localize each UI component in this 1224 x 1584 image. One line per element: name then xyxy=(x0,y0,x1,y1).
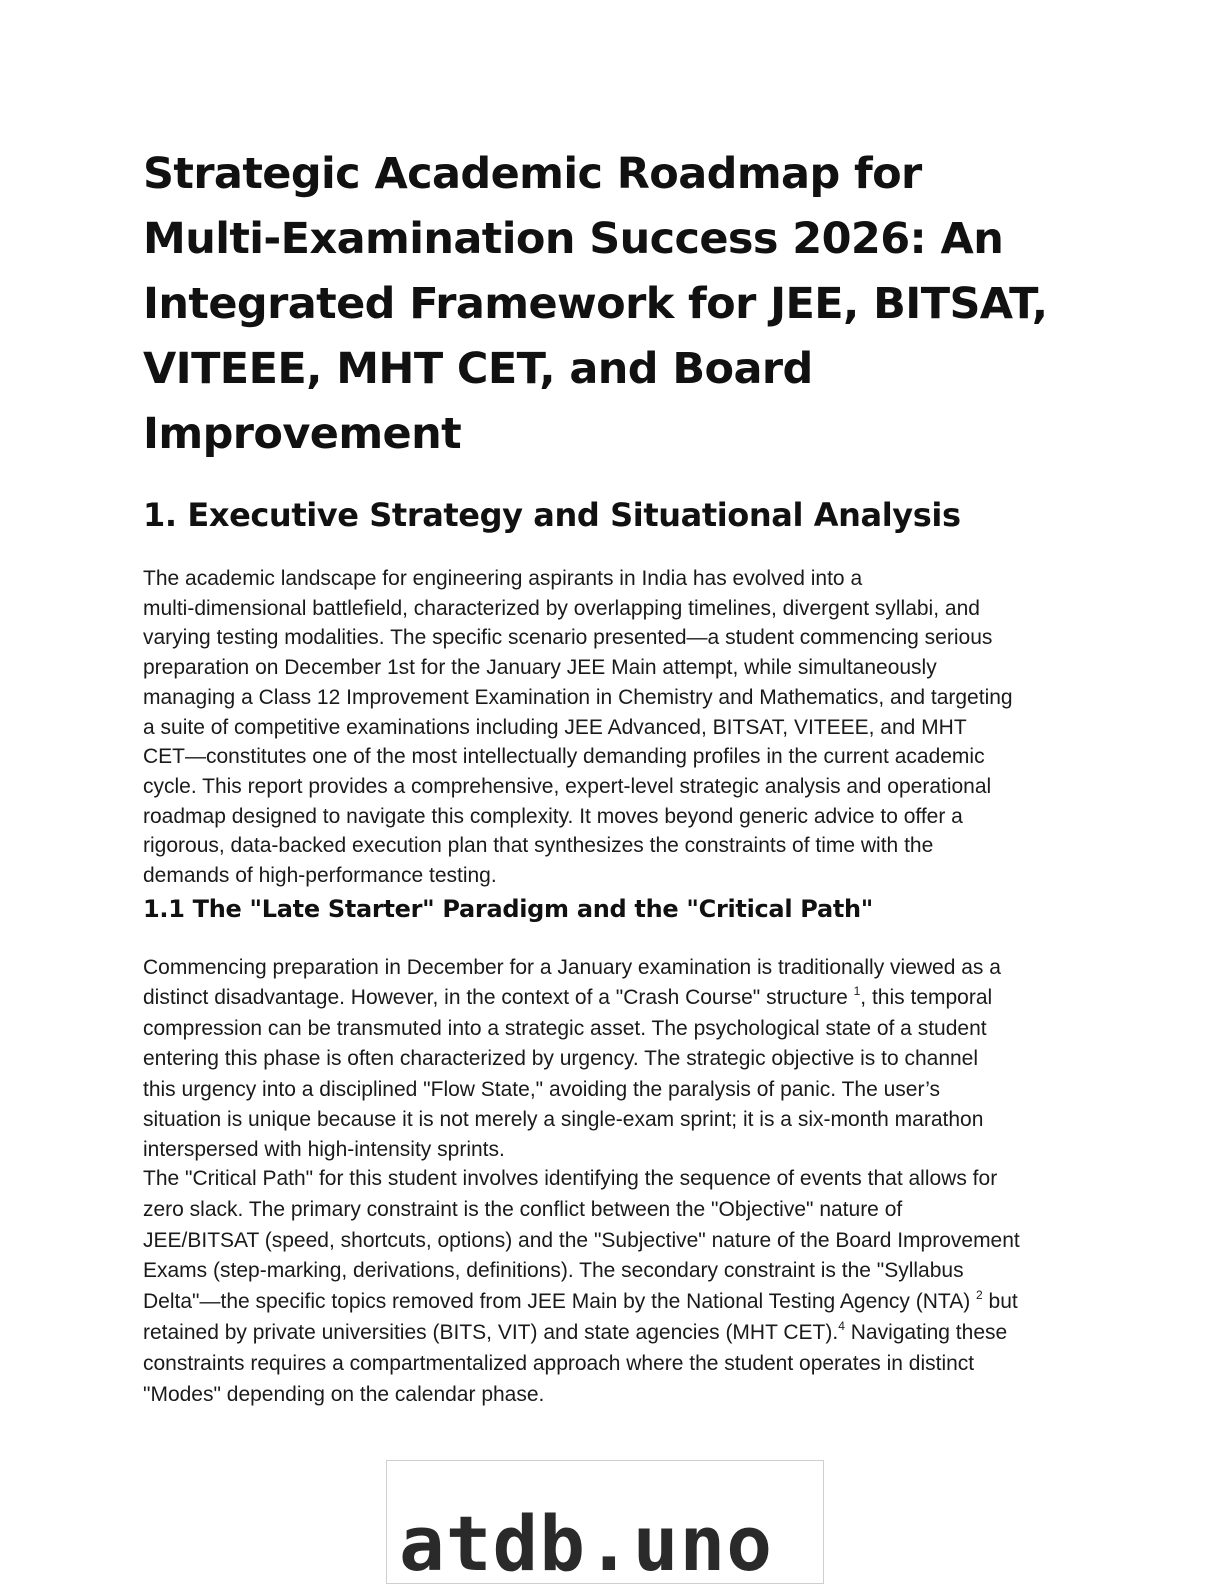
text-line: cycle. This report provides a comprehensive, expert-level strategic analysis and operational xyxy=(143,774,992,798)
title-line: Multi-Examination Success 2026: An xyxy=(143,214,1004,264)
title-line: Improvement xyxy=(143,409,462,459)
text-line: roadmap designed to navigate this complexity. It moves beyond generic advice to offer a xyxy=(143,804,963,828)
text-fragment: Navigating these xyxy=(844,1320,1008,1344)
document-title xyxy=(143,142,1073,467)
text-line: The academic landscape for engineering aspirants in India has evolved into a xyxy=(143,567,863,590)
text-line: managing a Class 12 Improvement Examination in Chemistry and Mathematics, and targeting xyxy=(143,685,1013,709)
paragraph-critical-path xyxy=(143,1164,1073,1410)
title-line: Integrated Framework for JEE, BITSAT, xyxy=(143,279,1048,329)
text-line: this urgency into a disciplined "Flow State," avoiding the paralysis of panic. The user’s xyxy=(143,1077,941,1101)
text-line: multi-dimensional battlefield, characterized by overlapping timelines, divergent syllabi, and xyxy=(143,596,980,620)
text-fragment: Delta"—the specific topics removed from JEE Main by the National Testing Agency (NTA) xyxy=(143,1290,977,1314)
text-line: interspersed with high-intensity sprints. xyxy=(143,1138,505,1162)
text-line: Commencing preparation in December for a January examination is traditionally viewed as a xyxy=(143,956,1001,979)
footnote-ref[interactable]: 2 xyxy=(976,1288,983,1303)
subsection-heading: 1.1 The "Late Starter" Paradigm and the "Critical Path" xyxy=(143,895,874,923)
text-line: compression can be transmuted into a strategic asset. The psychological state of a student xyxy=(143,1016,987,1040)
text-line: entering this phase is often characterized by urgency. The strategic objective is to channel xyxy=(143,1047,979,1071)
text-line: Exams (step-marking, derivations, definitions). The secondary constraint is the "Syllabus xyxy=(143,1259,964,1283)
section-heading: 1. Executive Strategy and Situational Analysis xyxy=(143,496,961,534)
text-line: zero slack. The primary constraint is the conflict between the "Objective" nature of xyxy=(143,1197,903,1221)
text-line: constraints requires a compartmentalized approach where the student operates in distinct xyxy=(143,1351,975,1375)
text-line: demands of high-performance testing. xyxy=(143,864,497,888)
text-line: JEE/BITSAT (speed, shortcuts, options) and the "Subjective" nature of the Board Improvement xyxy=(143,1228,1020,1252)
text-fragment: but xyxy=(982,1290,1018,1314)
text-fragment: distinct disadvantage. However, in the context of a "Crash Course" structure xyxy=(143,986,854,1010)
text-line: CET—constitutes one of the most intellectually demanding profiles in the current academic xyxy=(143,745,985,769)
paragraph-late-starter xyxy=(143,953,1073,1166)
text-line: The "Critical Path" for this student involves identifying the sequence of events that allows for xyxy=(143,1167,998,1190)
text-line: preparation on December 1st for the January JEE Main attempt, while simultaneously xyxy=(143,656,937,680)
title-line: Strategic Academic Roadmap for xyxy=(143,149,922,199)
text-line: rigorous, data-backed execution plan that synthesizes the constraints of time with the xyxy=(143,834,934,858)
text-fragment: , this temporal xyxy=(860,986,993,1010)
title-line: VITEEE, MHT CET, and Board xyxy=(143,344,813,394)
intro-paragraph xyxy=(143,564,1073,891)
footnote-ref[interactable]: 4 xyxy=(838,1318,845,1333)
text-fragment: retained by private universities (BITS, VIT) and state agencies (MHT CET). xyxy=(143,1320,839,1344)
text-line: varying testing modalities. The specific scenario presented—a student commencing serious xyxy=(143,626,993,650)
footnote-ref[interactable]: 1 xyxy=(853,984,861,999)
text-line: situation is unique because it is not merely a single-exam sprint; it is a six-month marathon xyxy=(143,1108,984,1132)
text-line: "Modes" depending on the calendar phase. xyxy=(143,1382,545,1406)
watermark-text: atdb.uno xyxy=(399,1499,774,1584)
watermark-box xyxy=(386,1460,824,1584)
text-line: a suite of competitive examinations including JEE Advanced, BITSAT, VITEEE, and MHT xyxy=(143,715,967,739)
